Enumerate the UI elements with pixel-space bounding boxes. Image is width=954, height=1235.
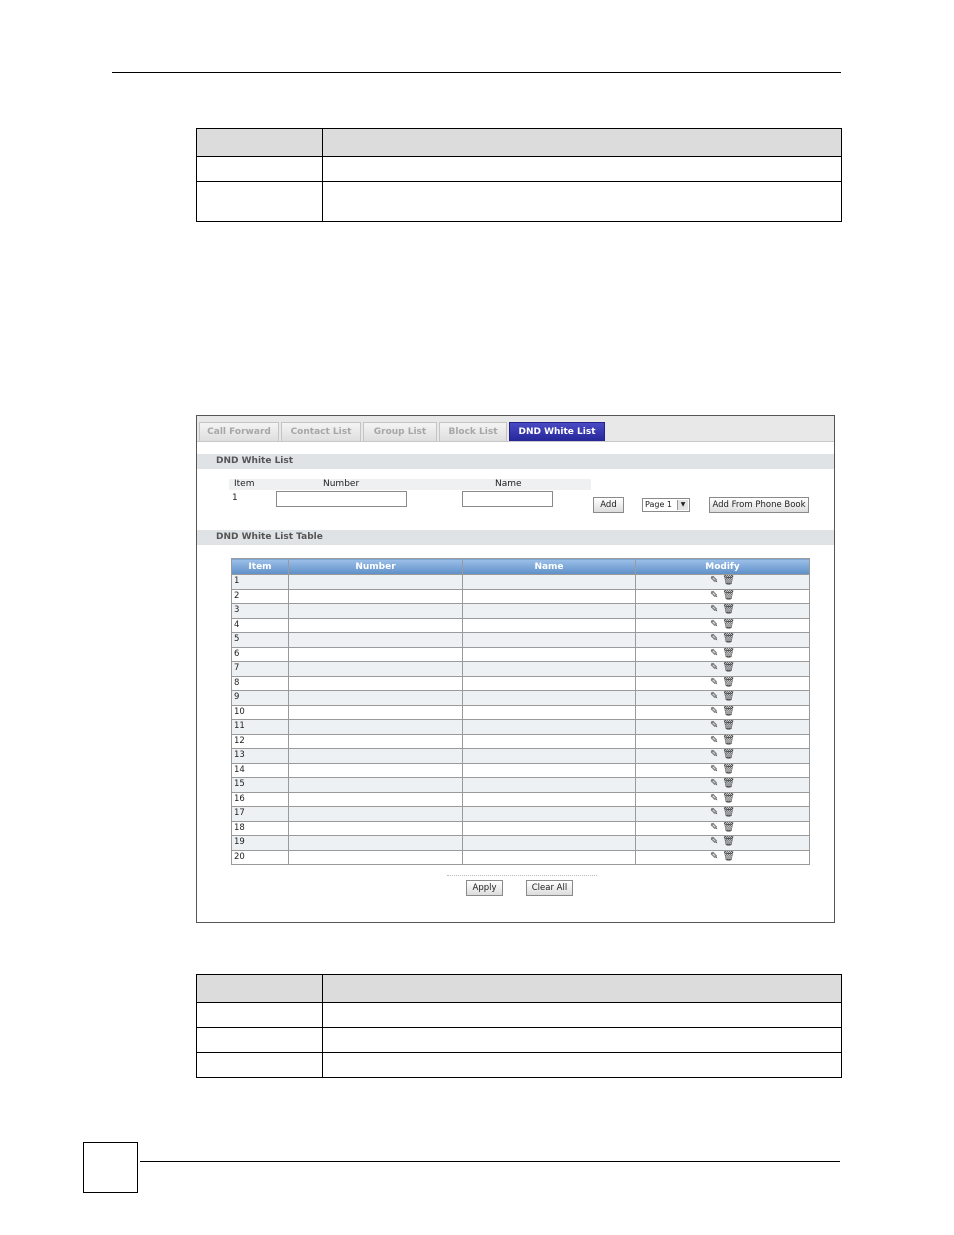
doc-cell <box>197 975 323 1003</box>
row-name <box>463 821 636 836</box>
edit-icon[interactable]: ✎ <box>709 604 719 615</box>
row-modify <box>636 589 810 604</box>
row-modify <box>636 749 810 764</box>
row-name <box>463 604 636 619</box>
doc-cell <box>323 1053 842 1078</box>
row-name <box>463 662 636 677</box>
trash-icon[interactable]: 🗑 <box>722 792 736 804</box>
row-name <box>463 633 636 648</box>
trash-icon[interactable]: 🗑 <box>722 720 736 731</box>
row-name <box>463 763 636 778</box>
apply-button[interactable]: Apply <box>466 880 503 896</box>
trash-icon[interactable]: 🗑 <box>722 575 736 586</box>
edit-icon[interactable]: ✎ <box>709 720 719 731</box>
row-modify <box>636 778 810 793</box>
row-name <box>463 647 636 662</box>
row-number <box>289 763 463 778</box>
row-item: 11 <box>232 720 289 735</box>
doc-row <box>197 157 842 182</box>
page-select[interactable] <box>642 498 690 512</box>
edit-icon[interactable]: ✎ <box>709 647 719 659</box>
table-row <box>232 604 810 619</box>
row-item: 20 <box>232 850 289 865</box>
row-number <box>289 604 463 619</box>
page-number-box <box>83 1142 138 1193</box>
doc-row <box>197 1028 842 1053</box>
trash-icon[interactable]: 🗑 <box>722 778 736 789</box>
row-item: 10 <box>232 705 289 720</box>
row-name <box>463 676 636 691</box>
table-header-row <box>232 559 810 575</box>
edit-icon[interactable]: ✎ <box>709 734 719 746</box>
row-name <box>463 778 636 793</box>
trash-icon[interactable]: 🗑 <box>722 763 736 775</box>
table-row <box>232 618 810 633</box>
trash-icon[interactable]: 🗑 <box>722 749 736 760</box>
doc-cell <box>323 157 842 182</box>
add-button[interactable]: Add <box>593 497 624 513</box>
bottom-doc-table <box>196 974 842 1078</box>
row-number <box>289 720 463 735</box>
col-header-modify: Modify <box>636 559 810 575</box>
row-name <box>463 575 636 590</box>
row-item: 16 <box>232 792 289 807</box>
edit-icon[interactable]: ✎ <box>709 778 719 789</box>
top-doc-table-header <box>197 129 842 157</box>
row-number <box>289 691 463 706</box>
row-number <box>289 778 463 793</box>
row-number <box>289 734 463 749</box>
row-modify <box>636 792 810 807</box>
edit-icon[interactable]: ✎ <box>709 618 719 630</box>
row-number <box>289 807 463 822</box>
row-item: 4 <box>232 618 289 633</box>
trash-icon[interactable]: 🗑 <box>722 618 736 630</box>
doc-cell <box>197 129 323 157</box>
dnd-white-list-section-title: DND White List <box>197 454 834 469</box>
row-item: 3 <box>232 604 289 619</box>
doc-row <box>197 1053 842 1078</box>
row-item: 12 <box>232 734 289 749</box>
row-name <box>463 618 636 633</box>
top-doc-table <box>196 128 842 222</box>
row-number <box>289 589 463 604</box>
table-row <box>232 662 810 677</box>
table-row <box>232 647 810 662</box>
edit-icon[interactable]: ✎ <box>709 705 719 717</box>
trash-icon[interactable]: 🗑 <box>722 676 736 688</box>
row-modify <box>636 647 810 662</box>
table-row <box>232 633 810 648</box>
row-modify <box>636 633 810 648</box>
chevron-down-icon: ▼ <box>677 500 688 510</box>
trash-icon[interactable]: 🗑 <box>722 821 736 833</box>
row-modify <box>636 807 810 822</box>
row-item: 6 <box>232 647 289 662</box>
row-item: 15 <box>232 778 289 793</box>
row-modify <box>636 691 810 706</box>
col-header-number: Number <box>289 559 463 575</box>
edit-icon[interactable]: ✎ <box>709 589 719 601</box>
bottom-rule <box>140 1161 840 1162</box>
table-row <box>232 676 810 691</box>
edit-icon[interactable]: ✎ <box>709 575 719 586</box>
row-modify <box>636 676 810 691</box>
table-row <box>232 763 810 778</box>
doc-cell <box>197 1053 323 1078</box>
entry-header-strip <box>229 479 591 490</box>
trash-icon[interactable]: 🗑 <box>722 836 736 847</box>
row-modify <box>636 734 810 749</box>
row-name <box>463 850 636 865</box>
row-number <box>289 705 463 720</box>
doc-row <box>197 1003 842 1028</box>
edit-icon[interactable]: ✎ <box>709 821 719 833</box>
edit-icon[interactable]: ✎ <box>709 691 719 702</box>
dnd-white-list-table-section-title: DND White List Table <box>197 530 834 545</box>
table-row <box>232 691 810 706</box>
doc-cell <box>323 1028 842 1053</box>
row-name <box>463 792 636 807</box>
edit-icon[interactable]: ✎ <box>709 763 719 775</box>
dnd-white-list-table <box>231 558 810 865</box>
row-modify <box>636 836 810 851</box>
table-row <box>232 705 810 720</box>
row-number <box>289 836 463 851</box>
edit-icon[interactable]: ✎ <box>709 850 719 862</box>
dnd-white-list-screen <box>196 415 835 923</box>
row-name <box>463 720 636 735</box>
name-input[interactable] <box>462 491 553 507</box>
top-rule <box>112 72 841 73</box>
table-row <box>232 807 810 822</box>
row-modify <box>636 705 810 720</box>
row-number <box>289 633 463 648</box>
row-number <box>289 575 463 590</box>
doc-cell <box>197 157 323 182</box>
tab-block-list[interactable]: Block List <box>439 422 507 441</box>
table-row <box>232 821 810 836</box>
row-name <box>463 836 636 851</box>
trash-icon[interactable]: 🗑 <box>722 734 736 746</box>
row-name <box>463 705 636 720</box>
table-row <box>232 836 810 851</box>
table-row <box>232 749 810 764</box>
doc-cell <box>323 975 842 1003</box>
row-modify <box>636 850 810 865</box>
row-item: 8 <box>232 676 289 691</box>
col-header-name: Name <box>463 559 636 575</box>
table-body <box>232 575 810 865</box>
row-number <box>289 676 463 691</box>
col-header-item: Item <box>232 559 289 575</box>
entry-name-label: Name <box>495 479 522 489</box>
row-number <box>289 749 463 764</box>
add-from-phone-book-button[interactable]: Add From Phone Book <box>709 497 809 513</box>
row-name <box>463 589 636 604</box>
row-item: 18 <box>232 821 289 836</box>
table-row <box>232 734 810 749</box>
edit-icon[interactable]: ✎ <box>709 807 719 818</box>
row-modify <box>636 575 810 590</box>
doc-cell <box>323 182 842 222</box>
edit-icon[interactable]: ✎ <box>709 836 719 847</box>
trash-icon[interactable]: 🗑 <box>722 807 736 818</box>
clear-all-button[interactable]: Clear All <box>526 880 573 896</box>
row-name <box>463 749 636 764</box>
table-row <box>232 778 810 793</box>
row-modify <box>636 604 810 619</box>
row-number <box>289 618 463 633</box>
row-modify <box>636 763 810 778</box>
divider <box>447 875 597 876</box>
table-row <box>232 575 810 590</box>
trash-icon[interactable]: 🗑 <box>722 850 736 862</box>
doc-cell <box>197 182 323 222</box>
edit-icon[interactable]: ✎ <box>709 749 719 760</box>
doc-cell <box>197 1003 323 1028</box>
trash-icon[interactable]: 🗑 <box>722 589 736 601</box>
trash-icon[interactable]: 🗑 <box>722 633 736 644</box>
trash-icon[interactable]: 🗑 <box>722 691 736 702</box>
row-number <box>289 792 463 807</box>
row-number <box>289 821 463 836</box>
bottom-doc-table-header <box>197 975 842 1003</box>
doc-cell <box>323 129 842 157</box>
row-modify <box>636 662 810 677</box>
entry-item-label: Item <box>234 479 255 489</box>
trash-icon[interactable]: 🗑 <box>722 705 736 717</box>
tab-contact-list[interactable]: Contact List <box>281 422 361 441</box>
row-item: 2 <box>232 589 289 604</box>
row-number <box>289 647 463 662</box>
tab-bar <box>197 416 834 442</box>
page-select-value: Page 1 <box>645 500 672 509</box>
trash-icon[interactable]: 🗑 <box>722 647 736 659</box>
edit-icon[interactable]: ✎ <box>709 676 719 688</box>
table-row <box>232 720 810 735</box>
row-number <box>289 850 463 865</box>
entry-item-value: 1 <box>232 493 238 503</box>
table-row <box>232 589 810 604</box>
row-item: 19 <box>232 836 289 851</box>
row-item: 1 <box>232 575 289 590</box>
trash-icon[interactable]: 🗑 <box>722 662 736 673</box>
tab-dnd-white-list[interactable]: DND White List <box>509 422 605 441</box>
number-input[interactable] <box>276 491 407 507</box>
tab-call-forward[interactable]: Call Forward <box>199 422 279 441</box>
row-name <box>463 807 636 822</box>
doc-row <box>197 182 842 222</box>
trash-icon[interactable]: 🗑 <box>722 604 736 615</box>
edit-icon[interactable]: ✎ <box>709 662 719 673</box>
row-modify <box>636 618 810 633</box>
row-modify <box>636 821 810 836</box>
tab-group-list[interactable]: Group List <box>363 422 437 441</box>
row-number <box>289 662 463 677</box>
row-item: 14 <box>232 763 289 778</box>
entry-number-label: Number <box>323 479 360 489</box>
edit-icon[interactable]: ✎ <box>709 792 719 804</box>
row-item: 9 <box>232 691 289 706</box>
edit-icon[interactable]: ✎ <box>709 633 719 644</box>
row-name <box>463 734 636 749</box>
table-row <box>232 792 810 807</box>
row-item: 17 <box>232 807 289 822</box>
row-item: 7 <box>232 662 289 677</box>
row-name <box>463 691 636 706</box>
table-row <box>232 850 810 865</box>
doc-cell <box>197 1028 323 1053</box>
row-item: 13 <box>232 749 289 764</box>
row-item: 5 <box>232 633 289 648</box>
row-modify <box>636 720 810 735</box>
doc-cell <box>323 1003 842 1028</box>
